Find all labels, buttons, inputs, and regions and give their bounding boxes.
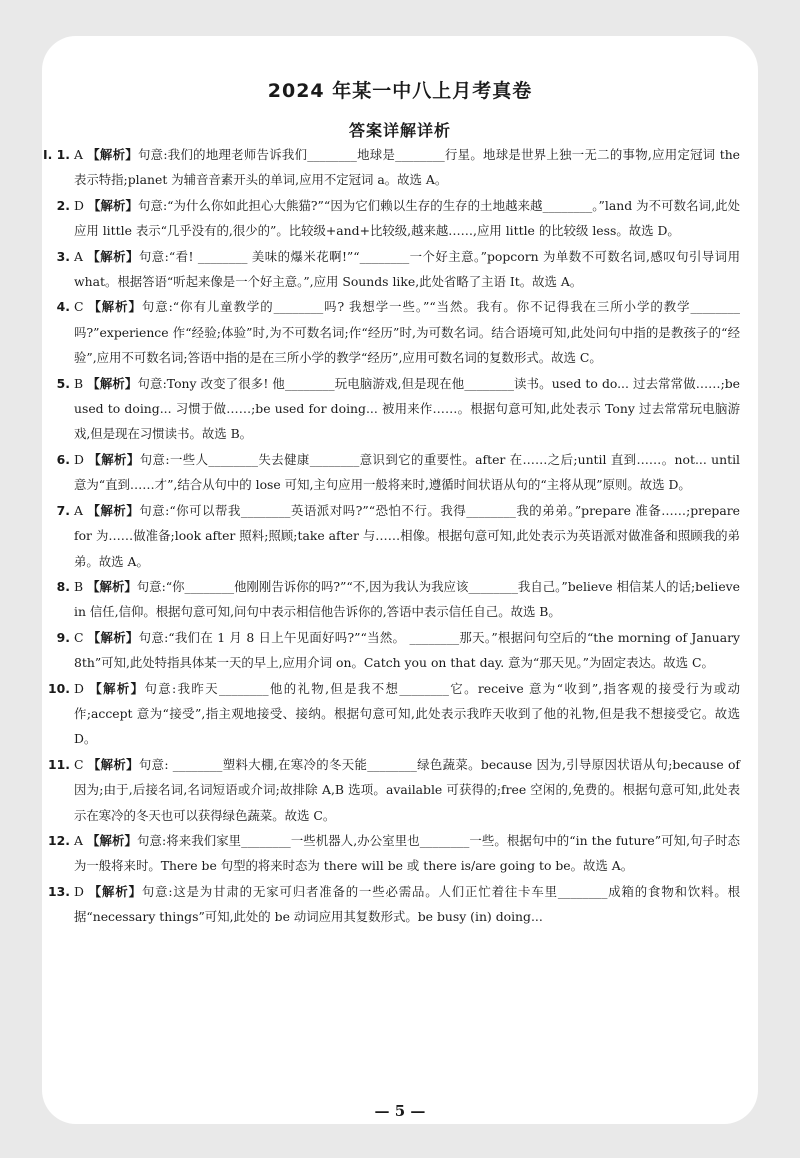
analysis-tag: 【解析】 xyxy=(87,197,138,213)
question-number: 6. xyxy=(56,451,70,467)
explanation-text: 句意:Tony 改变了很多! 他________玩电脑游戏,但是现在他________读书。used to do... 过去常常做……;be used to doing... 习惯于做……;be used for doing... 被用来作……。根据句意可知,此处表示 Tony 过去常常玩电脑游戏,但是现在习惯读书。故选 B。 xyxy=(74,375,741,442)
explanation-item xyxy=(42,879,740,930)
answer-letter: D xyxy=(74,680,84,696)
analysis-tag: 【解析】 xyxy=(87,883,142,899)
answer-letter: C xyxy=(74,756,84,772)
analysis-tag: 【解析】 xyxy=(86,248,139,264)
question-number: 3. xyxy=(56,248,70,264)
page-title: 2024 年某一中八上月考真卷 xyxy=(267,80,533,102)
question-number: 13. xyxy=(48,883,70,899)
explanation-text: 句意:“我们在 1 月 8 日上午见面好吗?”“当然。 ________那天。”根据问句空后的“the morning of January 8th”可知,此处特指具体某一天的早上,应用介词 on。Catch you on that day. 意为“那天见。”为固定表达。故选 C。 xyxy=(74,629,741,671)
explanation-item xyxy=(42,752,740,828)
analysis-tag: 【解析】 xyxy=(87,756,139,772)
analysis-tag: 【解析】 xyxy=(87,375,138,391)
answer-letter: D xyxy=(74,451,84,467)
explanation-item xyxy=(42,625,740,676)
explanation-item xyxy=(42,447,740,498)
explanation-text: 句意:“你________他刚刚告诉你的吗?”“不,因为我认为我应该________我自己。”believe 相信某人的话;believe in 信任,信仰。根据句意可知,问句中表示相信他告诉你的,答语中表示信任自己。故选 B。 xyxy=(74,578,740,620)
question-number: 10. xyxy=(48,680,70,696)
answer-letter: D xyxy=(74,883,84,899)
answer-letter: A xyxy=(74,147,83,162)
explanation-text: 句意:“为什么你如此担心大熊猫?”“因为它们赖以生存的生存的土地越来越________。”land 为不可数名词,此处应用 little 表示“几乎没有的,很少的”。比较级+and+比较级,越来越……,应用 little 的比较级 less。故选 D。 xyxy=(74,197,740,239)
page-number: — 5 — xyxy=(374,1102,426,1120)
question-number: 11. xyxy=(48,756,70,772)
explanation-item xyxy=(42,294,740,370)
analysis-tag: 【解析】 xyxy=(87,578,137,594)
explanation-text: 句意:将来我们家里________一些机器人,办公室里也________一些。根据句中的“in the future”可知,句子时态为一般将来时。There be 句型的将来时态为 there will be 或 there is/are going to be。故选 A。 xyxy=(74,832,740,874)
explanation-text: 句意: ________塑料大棚,在寒冷的冬天能________绿色蔬菜。because 因为,引导原因状语从句;because of 因为;由于,后接名词,名词短语或介词;故排除 A,B 选项。available 可获得的;free 空闲的,免费的。根据句意可知,此处表示在寒冷的冬天也可以获得绿色蔬菜。故选 C。 xyxy=(74,756,741,823)
explanation-item xyxy=(42,676,740,752)
explanation-item xyxy=(42,498,740,574)
analysis-tag: 【解析】 xyxy=(86,147,138,162)
answer-sheet-page xyxy=(42,36,758,1124)
page-subtitle: 答案详解详析 xyxy=(348,121,451,140)
question-number: 9. xyxy=(56,629,70,645)
explanation-item xyxy=(42,244,740,295)
analysis-tag: 【解析】 xyxy=(87,629,139,645)
question-number: 7. xyxy=(56,502,70,518)
answer-letter: A xyxy=(74,248,83,264)
explanation-text: 句意:这是为甘肃的无家可归者准备的一些必需品。人们正忙着往卡车里________成箱的食物和饮料。根据“necessary things”可知,此处的 be 动词应用其复数形式。be busy (in) doing... xyxy=(74,883,740,925)
answer-letter: B xyxy=(74,375,84,391)
answer-letter: C xyxy=(74,299,84,315)
analysis-tag: 【解析】 xyxy=(87,451,140,467)
question-number: 12. xyxy=(48,832,70,848)
answer-letter: A xyxy=(74,502,83,518)
explanation-text: 句意:“看! ________ 美味的爆米花啊!”“________一个好主意。”popcorn 为单数不可数名词,感叹句引导词用 what。根据答语“听起来像是一个好主意。”,应用 Sounds like,此处省略了主语 It。故选 A。 xyxy=(74,248,740,290)
explanation-text: 句意:我昨天________他的礼物,但是我不想________它。receive 意为“收到”,指客观的接受行为或动作;accept 意为“接受”,指主观地接受、接纳。根据句意可知,此处表示我昨天收到了他的礼物,但是我不想接受它。故选 D。 xyxy=(74,680,741,747)
explanation-item xyxy=(42,828,740,879)
explanation-list xyxy=(42,142,740,930)
explanation-item xyxy=(42,574,740,625)
question-number: 8. xyxy=(56,578,70,594)
explanation-item xyxy=(42,371,740,447)
answer-letter: D xyxy=(74,197,84,213)
explanation-text: 句意:一些人________失去健康________意识到它的重要性。after 在……之后;until 直到……。not... until 意为“直到……才”,结合从句中的 lose 可知,主句应用一般将来时,遵循时间状语从句的“主将从现”原则。故选 D。 xyxy=(74,451,741,493)
question-number: 2. xyxy=(56,197,70,213)
explanation-item xyxy=(42,142,740,193)
explanation-text: 句意:“你可以帮我________英语派对吗?”“恐怕不行。我得________我的弟弟。”prepare 准备……;prepare for 为……做准备;look after 照料;照顾;take after 与……相像。根据句意可知,此处表示为英语派对做准备和照顾我的弟弟。故选 A。 xyxy=(74,502,741,569)
explanation-text: 句意:“你有儿童教学的________吗? 我想学一些。”“当然。我有。你不记得我在三所小学的教学________吗?”experience 作“经验;体验”时,为不可数名词;作“经历”时,为可数名词。结合语境可知,此处问句中指的是教孩子的“经验”,应用不可数名词;答语中指的是在三所小学的教学“经历”,应用可数名词的复数形式。故选 C。 xyxy=(74,299,741,366)
answer-letter: A xyxy=(74,832,83,848)
question-number: 4. xyxy=(56,299,70,315)
analysis-tag: 【解析】 xyxy=(87,680,145,696)
answer-letter: B xyxy=(74,578,84,594)
explanation-text: 句意:我们的地理老师告诉我们________地球是________行星。地球是世界上独一无二的事物,应用定冠词 the 表示特指;planet 为辅音音素开头的单词,应用不定冠词 a。故选 A。 xyxy=(74,147,741,188)
question-number: 5. xyxy=(56,375,70,391)
analysis-tag: 【解析】 xyxy=(87,299,142,315)
answer-letter: C xyxy=(74,629,84,645)
question-number: Ⅰ. 1. xyxy=(43,147,70,162)
analysis-tag: 【解析】 xyxy=(86,832,137,848)
explanation-item xyxy=(42,193,740,244)
analysis-tag: 【解析】 xyxy=(86,502,140,518)
